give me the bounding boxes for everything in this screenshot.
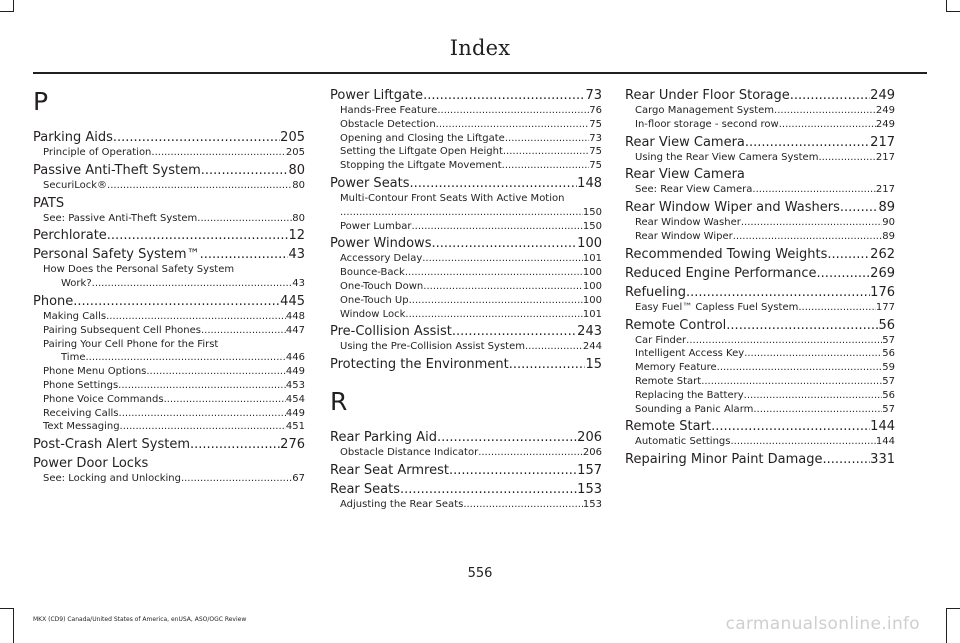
entry-label: Car Finder: [635, 334, 687, 346]
entry-label: Personal Safety System™: [33, 247, 200, 263]
entry-label: See: Rear View Camera: [635, 184, 753, 196]
entry-page-number: 80: [288, 162, 305, 178]
entry-page-number: 205: [285, 147, 305, 158]
dot-leader: [405, 308, 582, 322]
index-subentry: [625, 151, 895, 165]
index-subentry: [330, 446, 602, 460]
index-subentry: [33, 146, 305, 160]
index-subentry: [625, 216, 895, 230]
index-subentry: [330, 220, 602, 234]
index-subentry: [330, 206, 602, 220]
index-subentry: [33, 472, 305, 486]
index-subentry: [330, 340, 602, 354]
page-number: 556: [467, 566, 493, 581]
dot-leader: [774, 104, 876, 118]
dot-leader: [410, 175, 578, 192]
entry-label: Rear Seat Armrest: [330, 462, 449, 478]
entry-page-number: 331: [870, 452, 895, 468]
entry-page-number: 244: [582, 341, 602, 353]
dot-leader: [73, 293, 280, 310]
index-entry: [33, 246, 305, 263]
header-rule: [33, 72, 927, 74]
entry-label: Adjusting the Rear Seats: [340, 498, 464, 510]
index-subentry: [625, 118, 895, 132]
dot-leader: [151, 146, 286, 160]
index-entry: [330, 323, 602, 340]
index-subentry-text: Multi-Contour Front Seats With Active Motion: [340, 192, 565, 204]
dot-leader: [452, 323, 577, 340]
index-subentry: [330, 308, 602, 322]
entry-label: Accessory Delay: [340, 253, 423, 265]
index-subentry: [330, 252, 602, 266]
dot-leader: [686, 334, 882, 348]
dot-leader: [817, 265, 871, 282]
dot-leader: [405, 266, 583, 280]
entry-page-number: 67: [292, 473, 305, 485]
entry-label: Phone: [33, 293, 74, 309]
entry-page-number: 100: [582, 280, 602, 292]
dot-leader: [818, 151, 875, 165]
entry-label: Recommended Towing Weights: [625, 246, 828, 262]
entry-label: Power Windows: [330, 236, 432, 252]
dot-leader: [509, 356, 586, 373]
dot-leader: [423, 87, 585, 104]
entry-page-number: 217: [870, 134, 895, 150]
entry-label: Protecting the Environment: [330, 357, 509, 373]
dot-leader: [790, 87, 870, 104]
entry-page-number: 101: [582, 308, 602, 320]
index-entry: [330, 481, 602, 498]
entry-label: Reduced Engine Performance: [625, 265, 817, 281]
index-entry: [330, 356, 602, 373]
entry-label: One-Touch Down: [340, 280, 424, 292]
entry-page-number: 448: [285, 310, 305, 322]
index-entry: [625, 265, 895, 282]
entry-label: Rear Seats: [330, 481, 400, 497]
dot-leader: [741, 216, 882, 230]
entry-page-number: 100: [582, 294, 602, 306]
entry-page-number: 177: [875, 301, 895, 313]
entry-label: Remote Start: [625, 419, 712, 435]
dot-leader: [730, 435, 875, 449]
entry-page-number: 100: [577, 236, 602, 252]
dot-leader: [840, 199, 879, 216]
index-entry-heading: Rear View Camera: [625, 167, 745, 183]
crop-mark-bottom-right-v: [946, 608, 947, 643]
index-entry: [625, 87, 895, 104]
entry-label: Intelligent Access Key: [635, 348, 745, 360]
entry-page-number: 75: [589, 160, 602, 172]
entry-label: Obstacle Detection: [340, 118, 436, 130]
index-subentry: [33, 365, 305, 379]
index-subentry: [33, 379, 305, 393]
entry-label: Rear Under Floor Storage: [625, 88, 790, 103]
dot-leader: [423, 280, 583, 294]
dot-leader: [505, 132, 589, 146]
dot-leader: [463, 498, 583, 512]
dot-leader: [190, 436, 280, 453]
entry-page-number: 205: [280, 130, 305, 145]
entry-page-number: 90: [882, 217, 895, 229]
index-entry-heading: PATS: [33, 195, 65, 211]
entry-page-number: 176: [870, 284, 895, 300]
index-subentry: [330, 132, 602, 146]
index-subentry: [625, 361, 895, 375]
index-subentry: [625, 183, 895, 197]
entry-label: Repairing Minor Paint Damage: [625, 452, 823, 468]
index-subentry: [330, 145, 602, 159]
crop-mark-bottom-right-h: [946, 608, 960, 609]
entry-page-number: 12: [288, 228, 305, 244]
dot-leader: [85, 351, 285, 365]
entry-page-number: 243: [577, 324, 602, 340]
entry-label: Phone Settings: [43, 379, 119, 391]
entry-page-number: 80: [292, 212, 305, 224]
index-subentry: [33, 310, 305, 324]
entry-label: Time: [61, 352, 86, 364]
entry-page-number: 150: [582, 220, 602, 232]
dot-leader: [118, 379, 286, 393]
dot-leader: [437, 429, 577, 446]
entry-label: Cargo Management System: [635, 105, 775, 116]
section-letter: P: [33, 87, 49, 116]
entry-label: Automatic Settings: [635, 436, 731, 448]
entry-label: Setting the Liftgate Open Height: [340, 146, 503, 158]
index-subentry-text: How Does the Personal Safety System: [43, 264, 235, 276]
dot-leader: [437, 104, 589, 118]
dot-leader: [436, 118, 590, 132]
entry-label: Refueling: [625, 284, 686, 300]
dot-leader: [107, 179, 292, 193]
entry-page-number: 446: [285, 352, 305, 364]
entry-page-number: 449: [285, 407, 305, 419]
index-subentry: [33, 324, 305, 338]
index-subentry: [33, 179, 305, 193]
index-subentry: [33, 212, 305, 226]
index-entry-heading: Power Door Locks: [33, 456, 149, 472]
index-subentry: [33, 407, 305, 421]
index-subentry: [330, 280, 602, 294]
entry-page-number: 453: [285, 379, 305, 391]
index-entry: [33, 293, 305, 310]
dot-leader: [146, 365, 286, 379]
entry-label: Rear Parking Aid: [330, 430, 437, 446]
entry-page-number: 56: [882, 389, 895, 401]
entry-label: Remote Control: [625, 317, 727, 333]
dot-leader: [478, 446, 583, 460]
index-subentry: [625, 347, 895, 361]
entry-label: Rear Window Wiper: [635, 230, 733, 242]
entry-label: SecuriLock®: [43, 179, 108, 191]
entry-page-number: 57: [882, 403, 895, 415]
index-subentry: [330, 498, 602, 512]
index-subentry: [330, 118, 602, 132]
entry-page-number: 75: [589, 118, 602, 130]
entry-page-number: 76: [589, 105, 602, 116]
index-subentry: [625, 403, 895, 417]
index-entry: [625, 418, 895, 435]
dot-leader: [107, 227, 289, 244]
dot-leader: [340, 206, 583, 220]
index-column-1: [33, 87, 305, 486]
index-entry: [330, 462, 602, 479]
index-subentry: [330, 159, 602, 173]
entry-label: Passive Anti-Theft System: [33, 162, 201, 178]
section-letter: R: [330, 387, 348, 417]
dot-leader: [164, 393, 286, 407]
index-entry: [33, 227, 305, 244]
crop-mark-bottom-left-h: [0, 608, 14, 609]
entry-page-number: 249: [870, 88, 895, 103]
entry-label: Text Messaging: [43, 421, 120, 433]
entry-page-number: 454: [285, 393, 305, 405]
watermark: carmanualsonline.info: [725, 614, 920, 634]
entry-label: Phone Voice Commands: [43, 393, 164, 405]
index-subentry: [33, 277, 305, 291]
entry-page-number: 56: [878, 317, 895, 333]
entry-label: In-floor storage - second row: [635, 118, 779, 130]
entry-page-number: 445: [280, 293, 305, 309]
crop-mark-bottom-left-v: [13, 608, 14, 643]
index-entry: [330, 175, 602, 192]
dot-leader: [502, 159, 590, 173]
entry-page-number: 249: [875, 105, 895, 116]
index-subentry: [625, 389, 895, 403]
entry-page-number: 59: [882, 362, 895, 374]
entry-page-number: 43: [288, 247, 305, 263]
entry-page-number: 153: [577, 481, 602, 497]
dot-leader: [745, 134, 870, 151]
entry-page-number: 80: [292, 179, 305, 191]
dot-leader: [92, 277, 293, 291]
entry-page-number: 89: [878, 200, 895, 216]
index-subentry: [33, 351, 305, 365]
entry-label: Using the Rear View Camera System: [635, 151, 819, 163]
dot-leader: [717, 361, 883, 375]
entry-label: Rear View Camera: [625, 134, 745, 150]
crop-mark-top-right-h: [946, 11, 960, 12]
index-entry: [33, 129, 305, 146]
entry-label: Pairing Subsequent Cell Phones: [43, 324, 201, 336]
entry-label: Stopping the Liftgate Movement: [340, 160, 502, 172]
dot-leader: [449, 462, 577, 479]
crop-mark-top-left-h: [0, 11, 14, 12]
entry-label: Principle of Operation: [43, 147, 152, 158]
entry-label: Parking Aids: [33, 130, 113, 145]
dot-leader: [798, 301, 876, 315]
entry-label: Sounding a Panic Alarm: [635, 403, 754, 415]
dot-leader: [181, 472, 292, 486]
dot-leader: [701, 375, 882, 389]
dot-leader: [525, 340, 583, 354]
index-subentry: [330, 294, 602, 308]
entry-page-number: 153: [582, 498, 602, 510]
entry-page-number: 249: [875, 118, 895, 130]
index-entry: [625, 134, 895, 151]
dot-leader: [827, 246, 870, 263]
entry-label: Power Seats: [330, 175, 410, 191]
index-entry: [330, 87, 602, 104]
entry-label: Hands-Free Feature: [340, 105, 438, 116]
page-title: Index: [449, 36, 511, 60]
index-entry: [33, 162, 305, 179]
entry-label: See: Locking and Unlocking: [43, 473, 181, 485]
index-subentry: [330, 266, 602, 280]
entry-page-number: 56: [882, 348, 895, 360]
entry-page-number: 89: [882, 230, 895, 242]
entry-page-number: 43: [292, 278, 305, 290]
entry-label: Opening and Closing the Liftgate: [340, 132, 505, 144]
index-subentry: [625, 334, 895, 348]
dot-leader: [711, 418, 870, 435]
entry-label: Replacing the Battery: [635, 389, 744, 401]
entry-page-number: 73: [589, 132, 602, 144]
index-column-3: [625, 87, 895, 468]
entry-page-number: 269: [870, 265, 895, 281]
index-subentry-text: Pairing Your Cell Phone for the First: [43, 338, 219, 350]
entry-page-number: 148: [577, 175, 602, 191]
entry-page-number: 157: [577, 462, 602, 478]
index-entry: [625, 451, 895, 468]
entry-page-number: 449: [285, 366, 305, 378]
entry-page-number: 144: [870, 419, 895, 435]
entry-label: Receiving Calls: [43, 407, 119, 419]
index-entry: [625, 246, 895, 263]
index-entry: [625, 317, 895, 334]
entry-page-number: 15: [585, 357, 602, 373]
dot-leader: [726, 317, 878, 334]
index-subentry: [625, 301, 895, 315]
dot-leader: [823, 451, 871, 468]
entry-label: Using the Pre-Collision Assist System: [340, 341, 525, 353]
entry-page-number: 217: [875, 151, 895, 163]
index-subentry: [33, 420, 305, 434]
index-entry: [330, 235, 602, 252]
dot-leader: [744, 389, 883, 403]
dot-leader: [753, 403, 882, 417]
entry-label: Power Liftgate: [330, 88, 424, 103]
crop-mark-top-left-v: [13, 0, 14, 12]
dot-leader: [119, 407, 286, 421]
dot-leader: [503, 145, 589, 159]
entry-label: Remote Start: [635, 375, 702, 387]
dot-leader: [779, 118, 876, 132]
entry-label: Power Lumbar: [340, 220, 412, 232]
entry-page-number: 101: [582, 253, 602, 265]
entry-page-number: 217: [875, 184, 895, 196]
index-subentry: [625, 230, 895, 244]
index-subentry: [625, 375, 895, 389]
dot-leader: [744, 347, 882, 361]
entry-label: Perchlorate: [33, 228, 107, 244]
entry-page-number: 73: [585, 88, 602, 103]
entry-label: Rear Window Washer: [635, 217, 741, 229]
index-entry: [625, 284, 895, 301]
entry-label: One-Touch Up: [340, 294, 409, 306]
dot-leader: [411, 220, 582, 234]
entry-label: Window Lock: [340, 308, 406, 320]
index-entry: [33, 436, 305, 453]
entry-label: Obstacle Distance Indicator: [340, 447, 479, 459]
entry-page-number: 447: [285, 324, 305, 336]
entry-page-number: 262: [870, 246, 895, 262]
dot-leader: [752, 183, 875, 197]
entry-label: Phone Menu Options: [43, 366, 147, 378]
index-entry: [625, 199, 895, 216]
entry-label: Making Calls: [43, 310, 107, 322]
dot-leader: [113, 129, 280, 146]
dot-leader: [197, 212, 292, 226]
entry-page-number: 150: [582, 206, 602, 218]
dot-leader: [422, 252, 583, 266]
dot-leader: [201, 324, 286, 338]
dot-leader: [733, 230, 883, 244]
dot-leader: [400, 481, 577, 498]
index-subentry: [625, 435, 895, 449]
crop-mark-top-right-v: [946, 0, 947, 12]
entry-label: Rear Window Wiper and Washers: [625, 200, 840, 216]
footer-doc-info: MKX (CD9) Canada/United States of America, enUSA, ASO/OGC Review: [33, 616, 247, 623]
dot-leader: [431, 235, 577, 252]
entry-label: Work?: [61, 278, 92, 290]
entry-page-number: 100: [582, 267, 602, 279]
dot-leader: [120, 420, 286, 434]
dot-leader: [106, 310, 286, 324]
entry-label: Memory Feature: [635, 362, 717, 374]
dot-leader: [201, 162, 289, 179]
entry-page-number: 75: [589, 146, 602, 158]
index-subentry: [33, 393, 305, 407]
entry-page-number: 206: [577, 430, 602, 446]
index-subentry: [330, 104, 602, 118]
entry-page-number: 276: [280, 437, 305, 453]
entry-label: Post-Crash Alert System: [33, 437, 190, 453]
dot-leader: [409, 294, 583, 308]
dot-leader: [200, 246, 289, 263]
entry-page-number: 57: [882, 375, 895, 387]
entry-label: See: Passive Anti-Theft System: [43, 212, 198, 224]
index-entry: [330, 429, 602, 446]
dot-leader: [686, 284, 870, 301]
entry-page-number: 144: [875, 436, 895, 448]
entry-page-number: 451: [285, 421, 305, 433]
entry-label: Pre-Collision Assist: [330, 324, 452, 340]
index-column-2: [330, 87, 602, 512]
entry-page-number: 206: [582, 447, 602, 459]
index-subentry: [625, 104, 895, 118]
entry-page-number: 57: [882, 334, 895, 346]
entry-label: Bounce-Back: [340, 267, 405, 279]
entry-label: Easy Fuel™ Capless Fuel System: [635, 301, 799, 313]
